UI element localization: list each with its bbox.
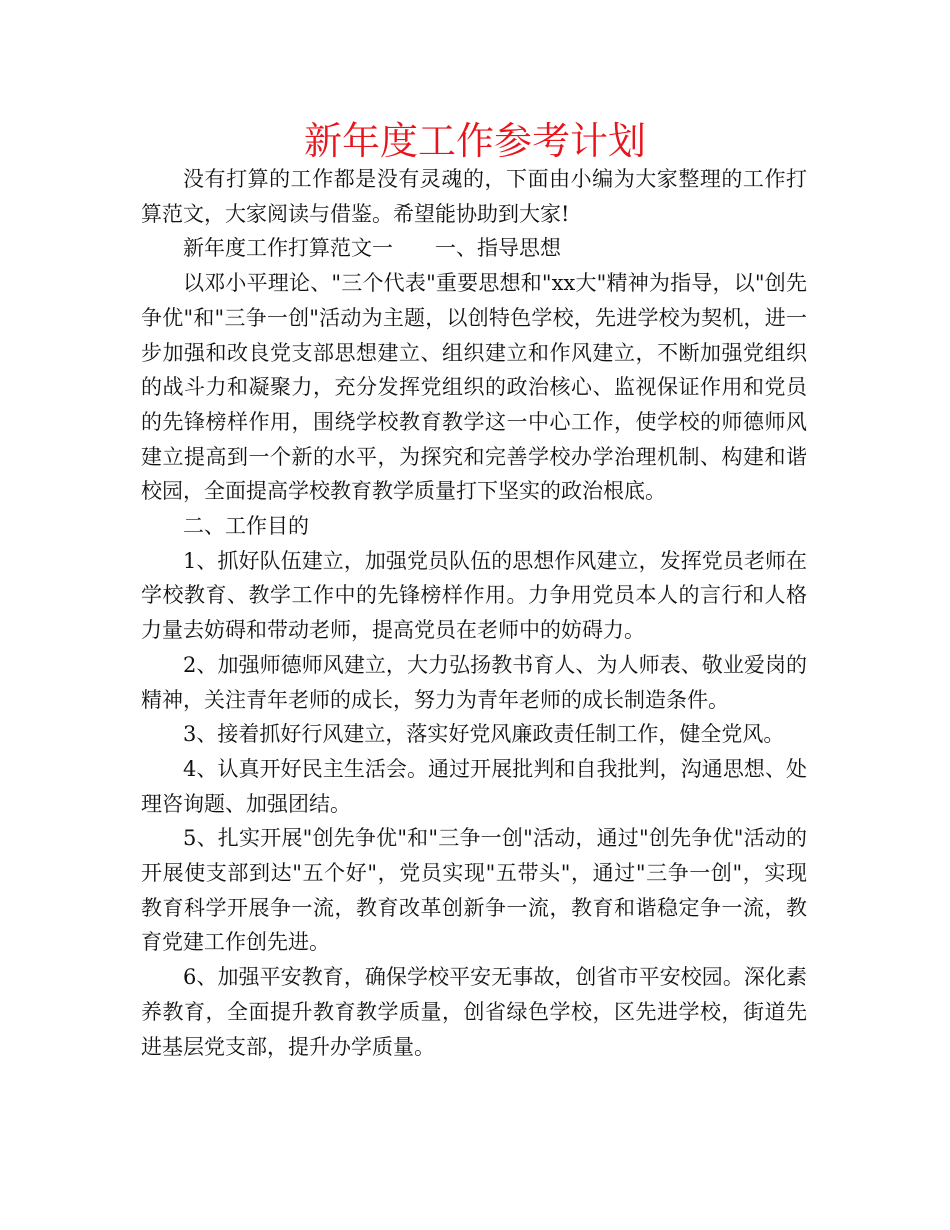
document-title: 新年度工作参考计划 <box>303 119 646 163</box>
section-heading-guiding-thought: 新年度工作打算范文一 一、指导思想 <box>183 236 561 261</box>
goal-item-2: 2、加强师德师风建立，大力弘扬教书育人、为人师表、敬业爱岗的精神，关注青年老师的成长，努力为青年老师的成长制造条件。 <box>141 652 807 712</box>
goal-item-4: 4、认真开好民主生活会。通过开展批判和自我批判，沟通思想、处理咨询题、加强团结。 <box>141 756 807 816</box>
goal-item-6: 6、加强平安教育，确保学校平安无事故，创省市平安校园。深化素养教育，全面提升教育教学质量，创省绿色学校，区先进学校，街道先进基层党支部，提升办学质量。 <box>141 965 807 1059</box>
document-body <box>141 162 807 1064</box>
guiding-thought-paragraph: 以邓小平理论、"三个代表"重要思想和"xx大"精神为指导，以"创先争优"和"三争一创"活动为主题，以创特色学校，先进学校为契机，进一步加强和改良党支部思想建立、组织建立和作风建立，不断加强党组织的战斗力和凝聚力，充分发挥党组织的政治核心、监视保证作用和党员的先锋榜样作用，围绕学校教育教学这一中心工作，使学校的师德师风建立提高到一个新的水平，为探究和完善学校办学治理机制、构建和谐校园，全面提高学校教育教学质量打下坚实的政治根底。 <box>141 271 807 504</box>
section-heading-work-goals: 二、工作目的 <box>183 514 309 539</box>
goal-item-5: 5、扎实开展"创先争优"和"三争一创"活动，通过"创先争优"活动的开展使支部到达"五个好"，党员实现"五带头"，通过"三争一创"，实现教育科学开展争一流，教育改革创新争一流，教育和谐稳定争一流，教育党建工作创先进。 <box>141 826 807 955</box>
intro-paragraph: 没有打算的工作都是没有灵魂的，下面由小编为大家整理的工作打算范文，大家阅读与借鉴。希望能协助到大家! <box>141 167 807 226</box>
goal-item-1: 1、抓好队伍建立，加强党员队伍的思想作风建立，发挥党员老师在学校教育、教学工作中的先锋榜样作用。力争用党员本人的言行和人格力量去妨碍和带动老师，提高党员在老师中的妨碍力。 <box>141 548 807 643</box>
goal-item-3: 3、接着抓好行风建立，落实好党风廉政责任制工作，健全党风。 <box>183 722 785 747</box>
